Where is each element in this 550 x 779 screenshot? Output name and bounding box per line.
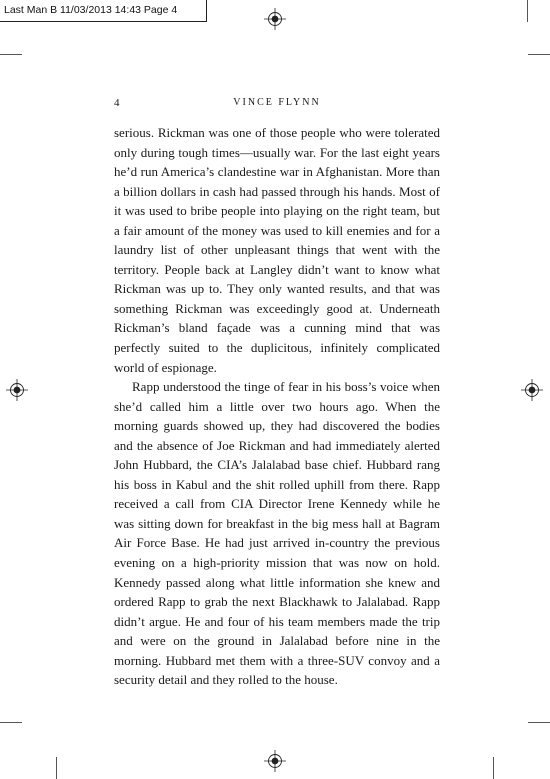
- body-text: [114, 123, 440, 690]
- crosshair-registration-icon: [264, 750, 286, 772]
- paragraph: serious. Rickman was one of those people who were tolerated only during tough times—usually war. For the last eight years he’d run America’s clandestine war in Afghanistan. More than a billion dollars in cash had passed through his hands. Most of it was used to bribe people into playing on the right team, but a fair amount of the money was used to kill enemies and for a laundry list of other unpleasant things that went with the territory. People back at Langley didn’t want to know what Rickman was up to. They only wanted results, and that was something Rickman was exceedingly good at. Underneath Rickman’s bland façade was a cunning mind that was perfectly suited to the duplicitous, infinitely complicated world of espionage.: [114, 125, 440, 375]
- crosshair-registration-icon: [521, 379, 543, 401]
- crop-mark-top-right: [528, 54, 550, 55]
- crop-mark-top-right-vertical: [527, 0, 528, 22]
- printer-slug: Last Man B 11/03/2013 14:43 Page 4: [0, 0, 207, 22]
- crop-mark-bottom-right: [528, 722, 550, 723]
- crosshair-registration-icon: [6, 379, 28, 401]
- author-name: VINCE FLYNN: [233, 97, 321, 108]
- page-number: 4: [114, 97, 120, 109]
- crop-mark-top-left: [0, 54, 22, 55]
- paragraph: Rapp understood the tinge of fear in his boss’s voice when she’d called him a little over two hours ago. When the morning guards showed up, they had discovered the bodies and the absence of Joe Rickman and had immediately alerted John Hubbard, the CIA’s Jalalabad base chief. Hubbard rang his boss in Kabul and the shit rolled uphill from there. Rapp received a call from CIA Director Irene Kennedy while he was sitting down for breakfast in the big mess hall at Bagram Air Force Base. He had just arrived in-country the previous evening on a high-priority mission that was now on hold. Kennedy passed along what little information she knew and ordered Rapp to grab the next Blackhawk to Jalalabad. Rapp didn’t argue. He and four of his team members made the trip and were on the ground in Jalalabad before nine in the morning. Hubbard met them with a three-SUV convoy and a security detail and they rolled to the house.: [114, 379, 440, 688]
- crop-mark-bottom-left-vertical: [56, 757, 57, 779]
- crosshair-registration-icon: [264, 8, 286, 30]
- crop-mark-bottom-right-vertical: [493, 757, 494, 779]
- running-head: [114, 96, 440, 110]
- crop-mark-bottom-left: [0, 722, 22, 723]
